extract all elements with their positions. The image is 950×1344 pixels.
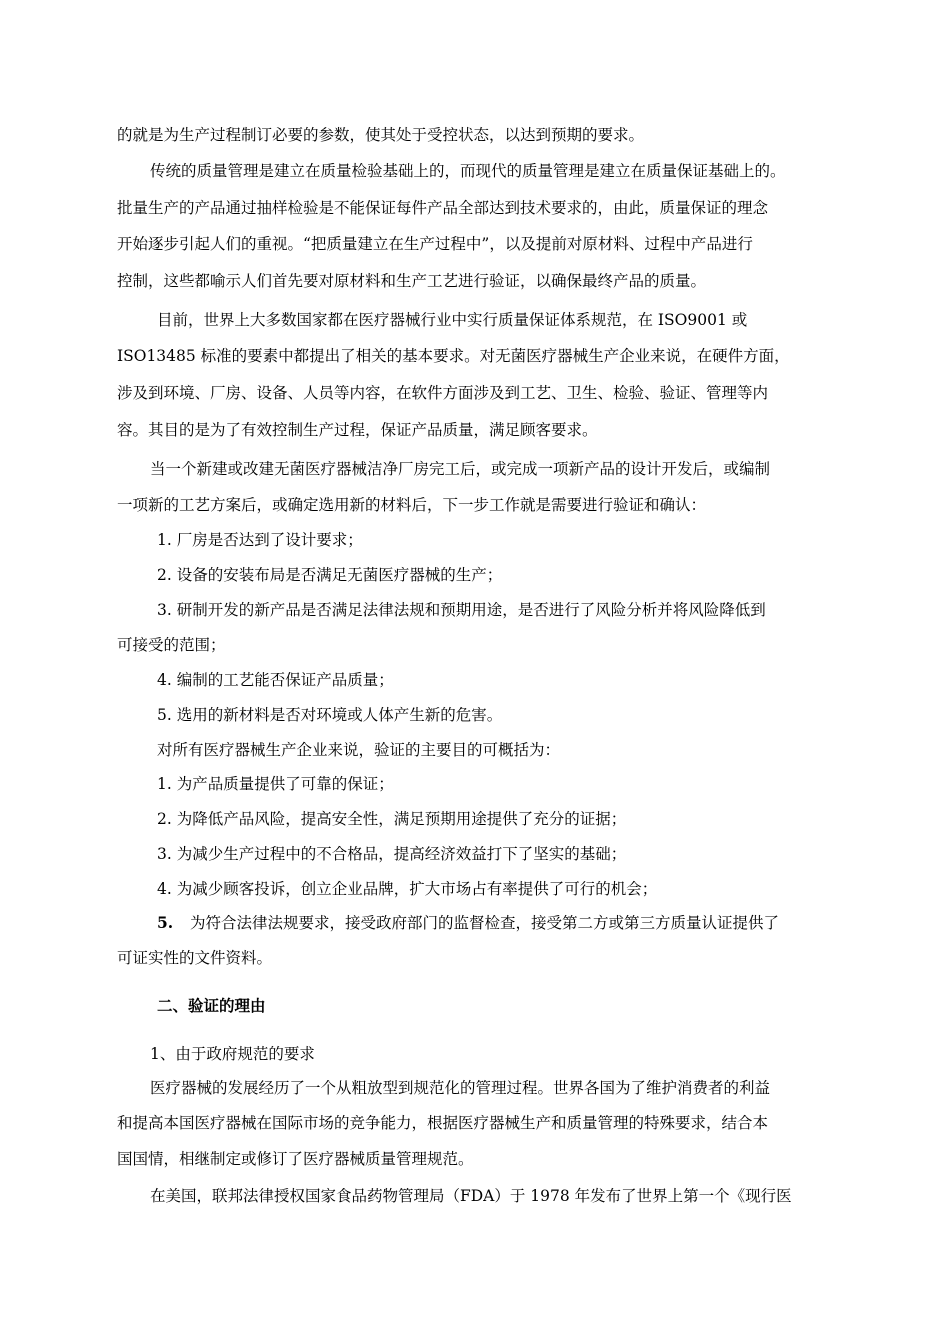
list-item: 2. 为降低产品风险，提高安全性，满足预期用途提供了充分的证据；: [157, 810, 627, 828]
paragraph-line: 一项新的工艺方案后，或确定选用新的材料后，下一步工作就是需要进行验证和确认：: [117, 496, 707, 514]
list-item: 为符合法律法规要求，接受政府部门的监督检查，接受第二方或第三方质量认证提供了: [190, 914, 780, 932]
list-item-continuation: 可证实性的文件资料。: [117, 949, 273, 967]
section-heading: 二、验证的理由: [157, 996, 266, 1015]
list-item-continuation: 可接受的范围；: [117, 636, 226, 654]
paragraph-line: 涉及到环境、厂房、设备、人员等内容，在软件方面涉及到工艺、卫生、检验、验证、管理等内: [117, 384, 769, 402]
list-item: 3. 为减少生产过程中的不合格品，提高经济效益打下了坚实的基础；: [157, 845, 627, 863]
list-item: 4. 为减少顾客投诉，创立企业品牌，扩大市场占有率提供了可行的机会；: [157, 880, 658, 898]
paragraph-line: 当一个新建或改建无菌医疗器械洁净厂房完工后，或完成一项新产品的设计开发后，或编制: [150, 460, 771, 478]
paragraph-line: ISO13485 标准的要素中都提出了相关的基本要求。对无菌医疗器械生产企业来说，在硬件方面，: [117, 347, 790, 365]
list-item: 1. 厂房是否达到了设计要求；: [157, 531, 363, 549]
paragraph-line: 控制，这些都喻示人们首先要对原材料和生产工艺进行验证，以确保最终产品的质量。: [117, 272, 707, 290]
paragraph-line: 国国情，相继制定或修订了医疗器械质量管理规范。: [117, 1150, 474, 1168]
paragraph-line: 的就是为生产过程制订必要的参数，使其处于受控状态，以达到预期的要求。: [117, 126, 645, 144]
paragraph-line: 批量生产的产品通过抽样检验是不能保证每件产品全部达到技术要求的，由此，质量保证的理念: [117, 199, 769, 217]
paragraph-line: 对所有医疗器械生产企业来说，验证的主要目的可概括为：: [157, 741, 561, 759]
list-item: 2. 设备的安装布局是否满足无菌医疗器械的生产；: [157, 566, 503, 584]
paragraph-line: 目前，世界上大多数国家都在医疗器械行业中实行质量保证体系规范，在 ISO9001 或: [157, 311, 748, 329]
paragraph-line: 和提高本国医疗器械在国际市场的竞争能力，根据医疗器械生产和质量管理的特殊要求，结合本: [117, 1114, 769, 1132]
paragraph-line: 容。其目的是为了有效控制生产过程，保证产品质量，满足顾客要求。: [117, 421, 598, 439]
paragraph-line: 在美国，联邦法律授权国家食品药物管理局（FDA）于 1978 年发布了世界上第一个《现行医: [150, 1187, 792, 1205]
list-item: 1. 为产品质量提供了可靠的保证；: [157, 775, 394, 793]
list-item: 3. 研制开发的新产品是否满足法律法规和预期用途，是否进行了风险分析并将风险降低到: [157, 601, 766, 619]
paragraph-line: 开始逐步引起人们的重视。“把质量建立在生产过程中”，以及提前对原材料、过程中产品进行: [117, 235, 753, 253]
list-item-number: 5.: [157, 913, 174, 932]
paragraph-line: 医疗器械的发展经历了一个从粗放型到规范化的管理过程。世界各国为了维护消费者的利益: [150, 1079, 771, 1097]
paragraph-line: 传统的质量管理是建立在质量检验基础上的，而现代的质量管理是建立在质量保证基础上的。: [150, 162, 786, 180]
list-item: 4. 编制的工艺能否保证产品质量；: [157, 671, 394, 689]
list-item: 5. 选用的新材料是否对环境或人体产生新的危害。: [157, 706, 503, 724]
subsection-heading: 1、由于政府规范的要求: [150, 1045, 315, 1063]
